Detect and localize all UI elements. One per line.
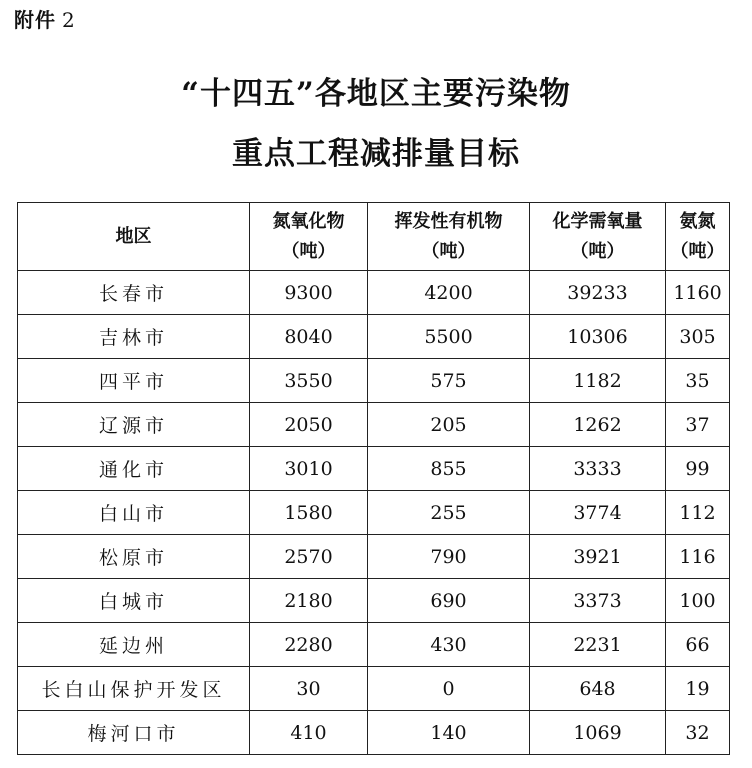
region-cell: 延边州 — [18, 623, 250, 667]
ammonia-cell: 99 — [666, 447, 730, 491]
region-cell: 吉林市 — [18, 315, 250, 359]
header-region — [18, 203, 250, 271]
ammonia-cell: 19 — [666, 667, 730, 711]
ammonia-cell: 112 — [666, 491, 730, 535]
cod-cell: 10306 — [530, 315, 666, 359]
header-ammonia-unit: （吨） — [670, 240, 725, 262]
cod-cell: 1182 — [530, 359, 666, 403]
cod-cell: 3774 — [530, 491, 666, 535]
voc-cell: 690 — [368, 579, 530, 623]
cod-cell: 1069 — [530, 711, 666, 755]
header-nox-label: 氮氧化物 — [272, 210, 345, 232]
voc-cell: 140 — [368, 711, 530, 755]
voc-cell: 205 — [368, 403, 530, 447]
nox-cell: 2180 — [250, 579, 368, 623]
emission-reduction-table — [17, 202, 730, 755]
cod-cell: 3921 — [530, 535, 666, 579]
ammonia-cell: 37 — [666, 403, 730, 447]
attachment-number: 2 — [62, 8, 76, 32]
region-cell: 四平市 — [18, 359, 250, 403]
cod-cell: 648 — [530, 667, 666, 711]
table-header-row — [18, 203, 730, 271]
header-ammonia — [666, 203, 730, 271]
cod-cell: 3333 — [530, 447, 666, 491]
region-cell: 梅河口市 — [18, 711, 250, 755]
region-cell: 长白山保护开发区 — [18, 667, 250, 711]
table-row — [18, 359, 730, 403]
header-cod-unit: （吨） — [570, 240, 625, 262]
ammonia-cell: 1160 — [666, 271, 730, 315]
header-cod-label: 化学需氧量 — [552, 210, 643, 232]
header-nox-unit: （吨） — [281, 240, 336, 262]
region-cell: 松原市 — [18, 535, 250, 579]
table-row — [18, 667, 730, 711]
ammonia-cell: 66 — [666, 623, 730, 667]
region-cell: 白城市 — [18, 579, 250, 623]
nox-cell: 410 — [250, 711, 368, 755]
table-row — [18, 403, 730, 447]
ammonia-cell: 305 — [666, 315, 730, 359]
voc-cell: 5500 — [368, 315, 530, 359]
voc-cell: 855 — [368, 447, 530, 491]
header-region-label: 地区 — [115, 225, 152, 247]
attachment-text: 附件 — [14, 8, 56, 32]
nox-cell: 2570 — [250, 535, 368, 579]
nox-cell: 3010 — [250, 447, 368, 491]
header-cod — [530, 203, 666, 271]
table-row — [18, 271, 730, 315]
nox-cell: 3550 — [250, 359, 368, 403]
header-voc — [368, 203, 530, 271]
nox-cell: 1580 — [250, 491, 368, 535]
cod-cell: 3373 — [530, 579, 666, 623]
header-nox — [250, 203, 368, 271]
cod-cell: 39233 — [530, 271, 666, 315]
voc-cell: 430 — [368, 623, 530, 667]
header-ammonia-label: 氨氮 — [679, 210, 716, 232]
nox-cell: 9300 — [250, 271, 368, 315]
region-cell: 通化市 — [18, 447, 250, 491]
ammonia-cell: 100 — [666, 579, 730, 623]
table-row — [18, 579, 730, 623]
nox-cell: 30 — [250, 667, 368, 711]
table-row — [18, 315, 730, 359]
table-row — [18, 623, 730, 667]
document-title-line2: 重点工程减排量目标 — [232, 136, 520, 172]
table-row — [18, 491, 730, 535]
voc-cell: 255 — [368, 491, 530, 535]
region-cell: 辽源市 — [18, 403, 250, 447]
nox-cell: 8040 — [250, 315, 368, 359]
ammonia-cell: 116 — [666, 535, 730, 579]
voc-cell: 4200 — [368, 271, 530, 315]
voc-cell: 0 — [368, 667, 530, 711]
header-voc-unit: （吨） — [421, 240, 476, 262]
table-row — [18, 711, 730, 755]
region-cell: 长春市 — [18, 271, 250, 315]
voc-cell: 575 — [368, 359, 530, 403]
table-row — [18, 535, 730, 579]
cod-cell: 2231 — [530, 623, 666, 667]
ammonia-cell: 35 — [666, 359, 730, 403]
nox-cell: 2280 — [250, 623, 368, 667]
table-row — [18, 447, 730, 491]
nox-cell: 2050 — [250, 403, 368, 447]
document-title-line1: “十四五”各地区主要污染物 — [181, 76, 571, 112]
region-cell: 白山市 — [18, 491, 250, 535]
cod-cell: 1262 — [530, 403, 666, 447]
ammonia-cell: 32 — [666, 711, 730, 755]
voc-cell: 790 — [368, 535, 530, 579]
attachment-label — [14, 4, 76, 33]
header-voc-label: 挥发性有机物 — [394, 210, 503, 232]
